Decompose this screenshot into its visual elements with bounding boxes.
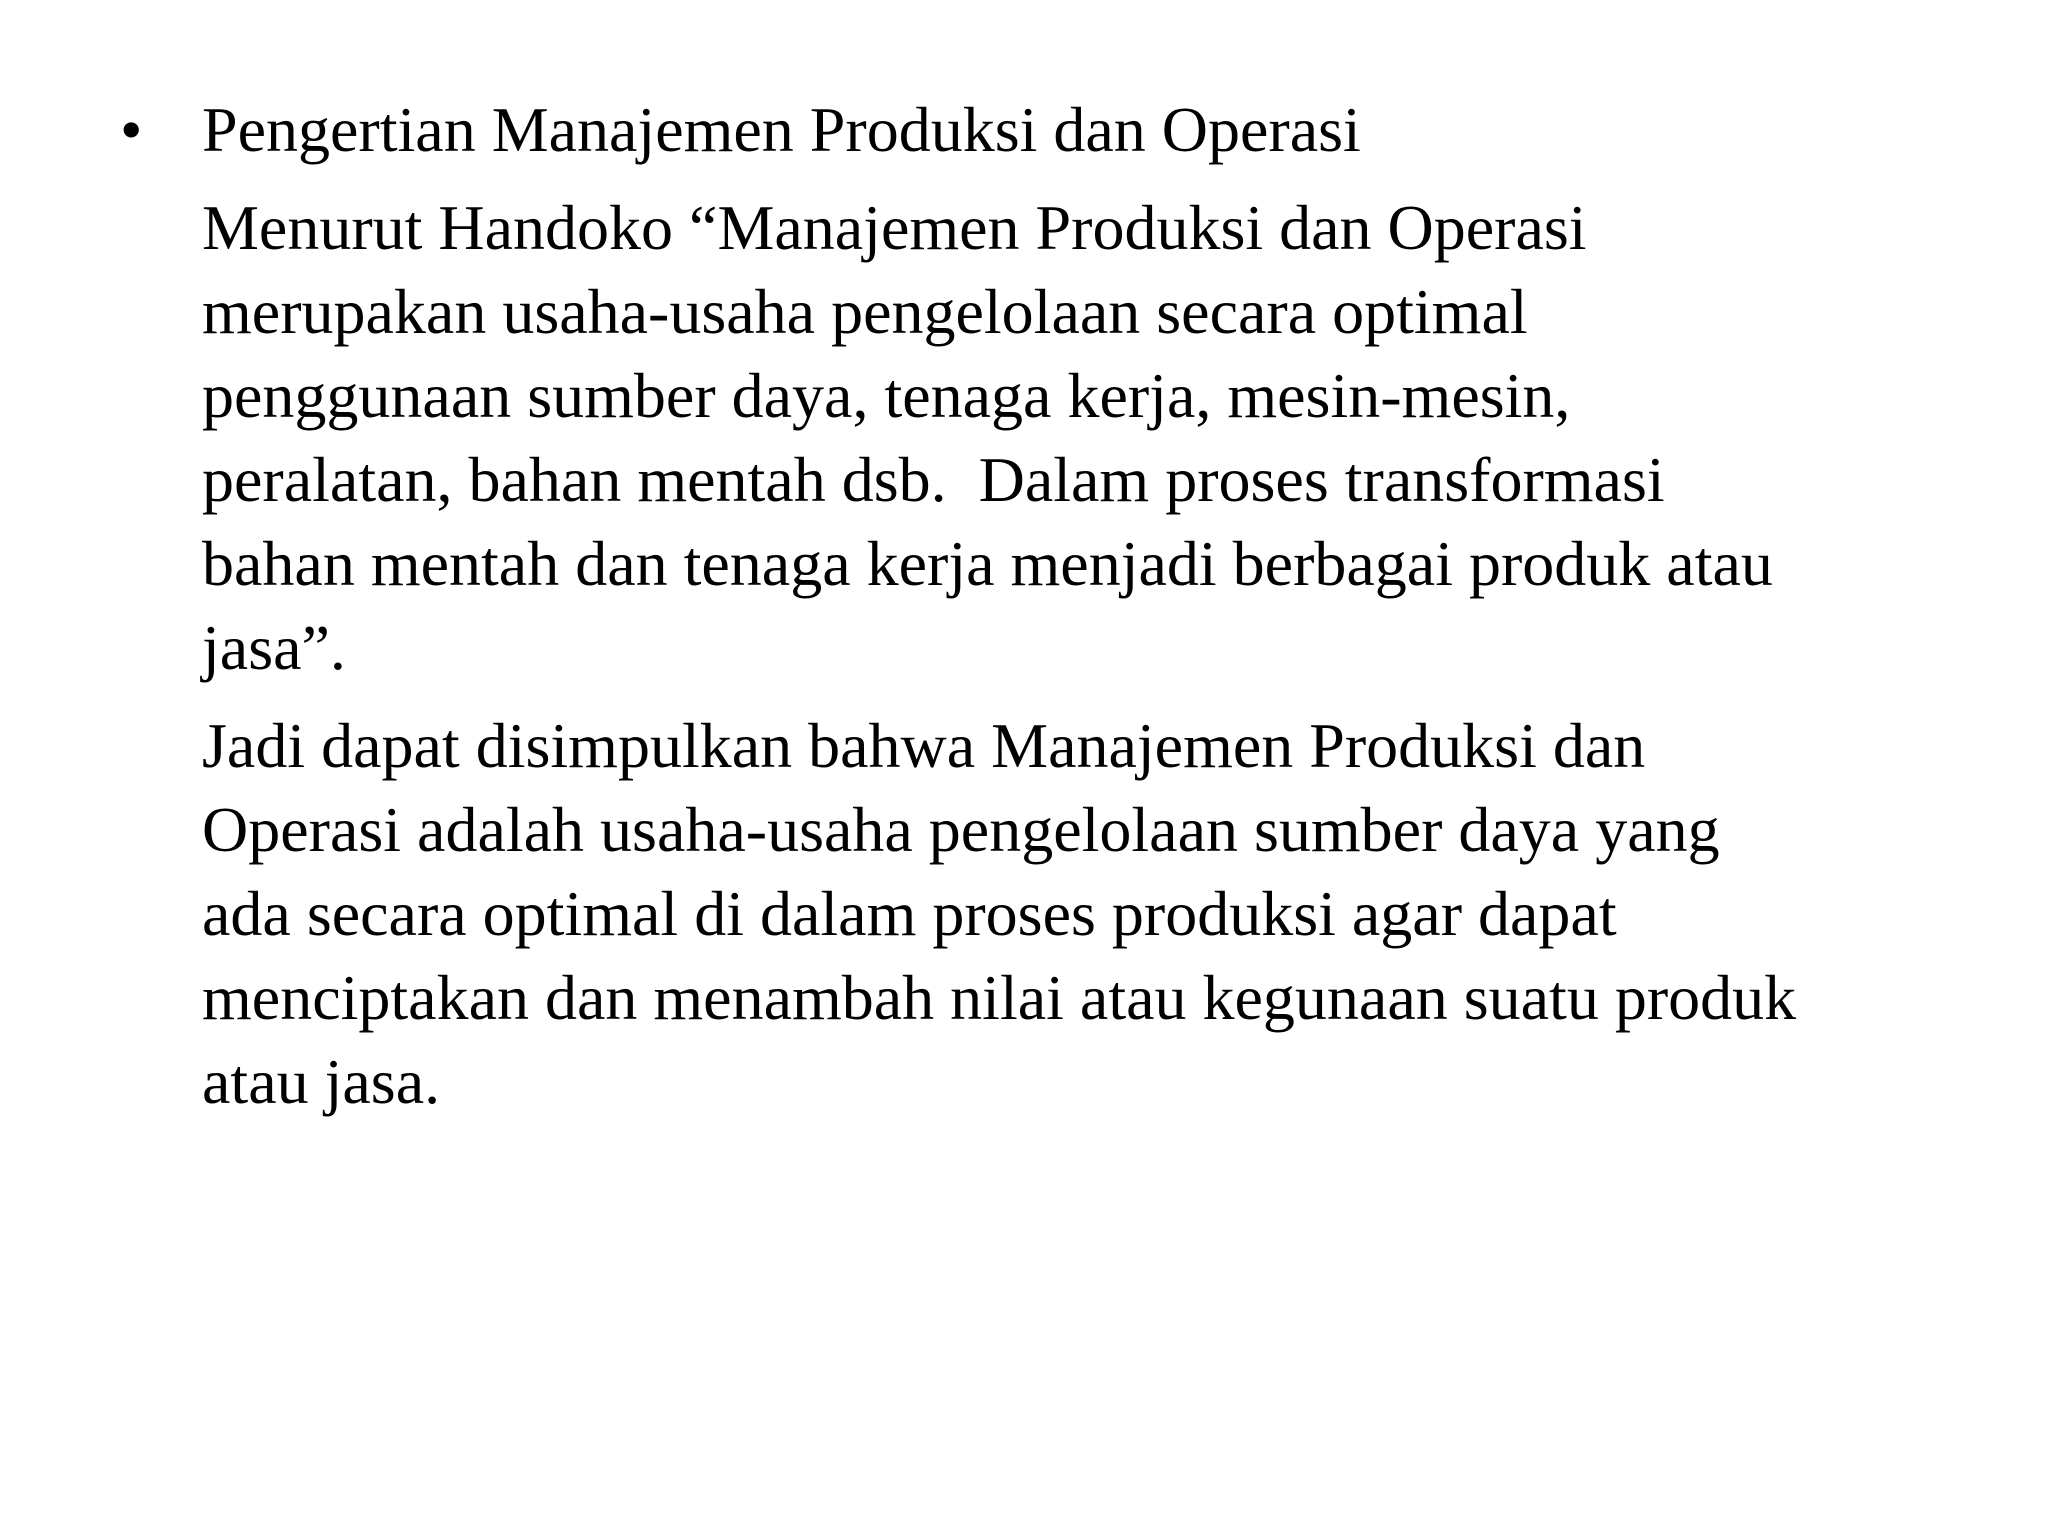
paragraph-line: bahan mentah dan tenaga kerja menjadi berbagai produk atau [202,528,1773,599]
paragraph-line: Operasi adalah usaha-usaha pengelolaan sumber daya yang [202,794,1720,865]
paragraph-line: merupakan usaha-usaha pengelolaan secara optimal [202,276,1528,347]
paragraph-line: atau jasa. [202,1046,441,1117]
slide-content [120,88,1940,1124]
definition-paragraph [202,186,1940,690]
bullet-symbol: • [120,94,143,165]
paragraph-line: menciptakan dan menambah nilai atau kegunaan suatu produk [202,962,1797,1033]
paragraph-line: Jadi dapat disimpulkan bahwa Manajemen Produksi dan [202,710,1646,781]
paragraph-line: penggunaan sumber daya, tenaga kerja, mesin-mesin, [202,360,1571,431]
bullet-item [120,88,1940,172]
paragraph-line: peralatan, bahan mentah dsb. Dalam proses transformasi [202,444,1665,515]
bullet-heading: Pengertian Manajemen Produksi dan Operasi [202,94,1361,165]
paragraph-line: Menurut Handoko “Manajemen Produksi dan Operasi [202,192,1587,263]
paragraph-line: jasa”. [202,612,346,683]
conclusion-paragraph [202,704,1940,1124]
paragraph-line: ada secara optimal di dalam proses produksi agar dapat [202,878,1617,949]
